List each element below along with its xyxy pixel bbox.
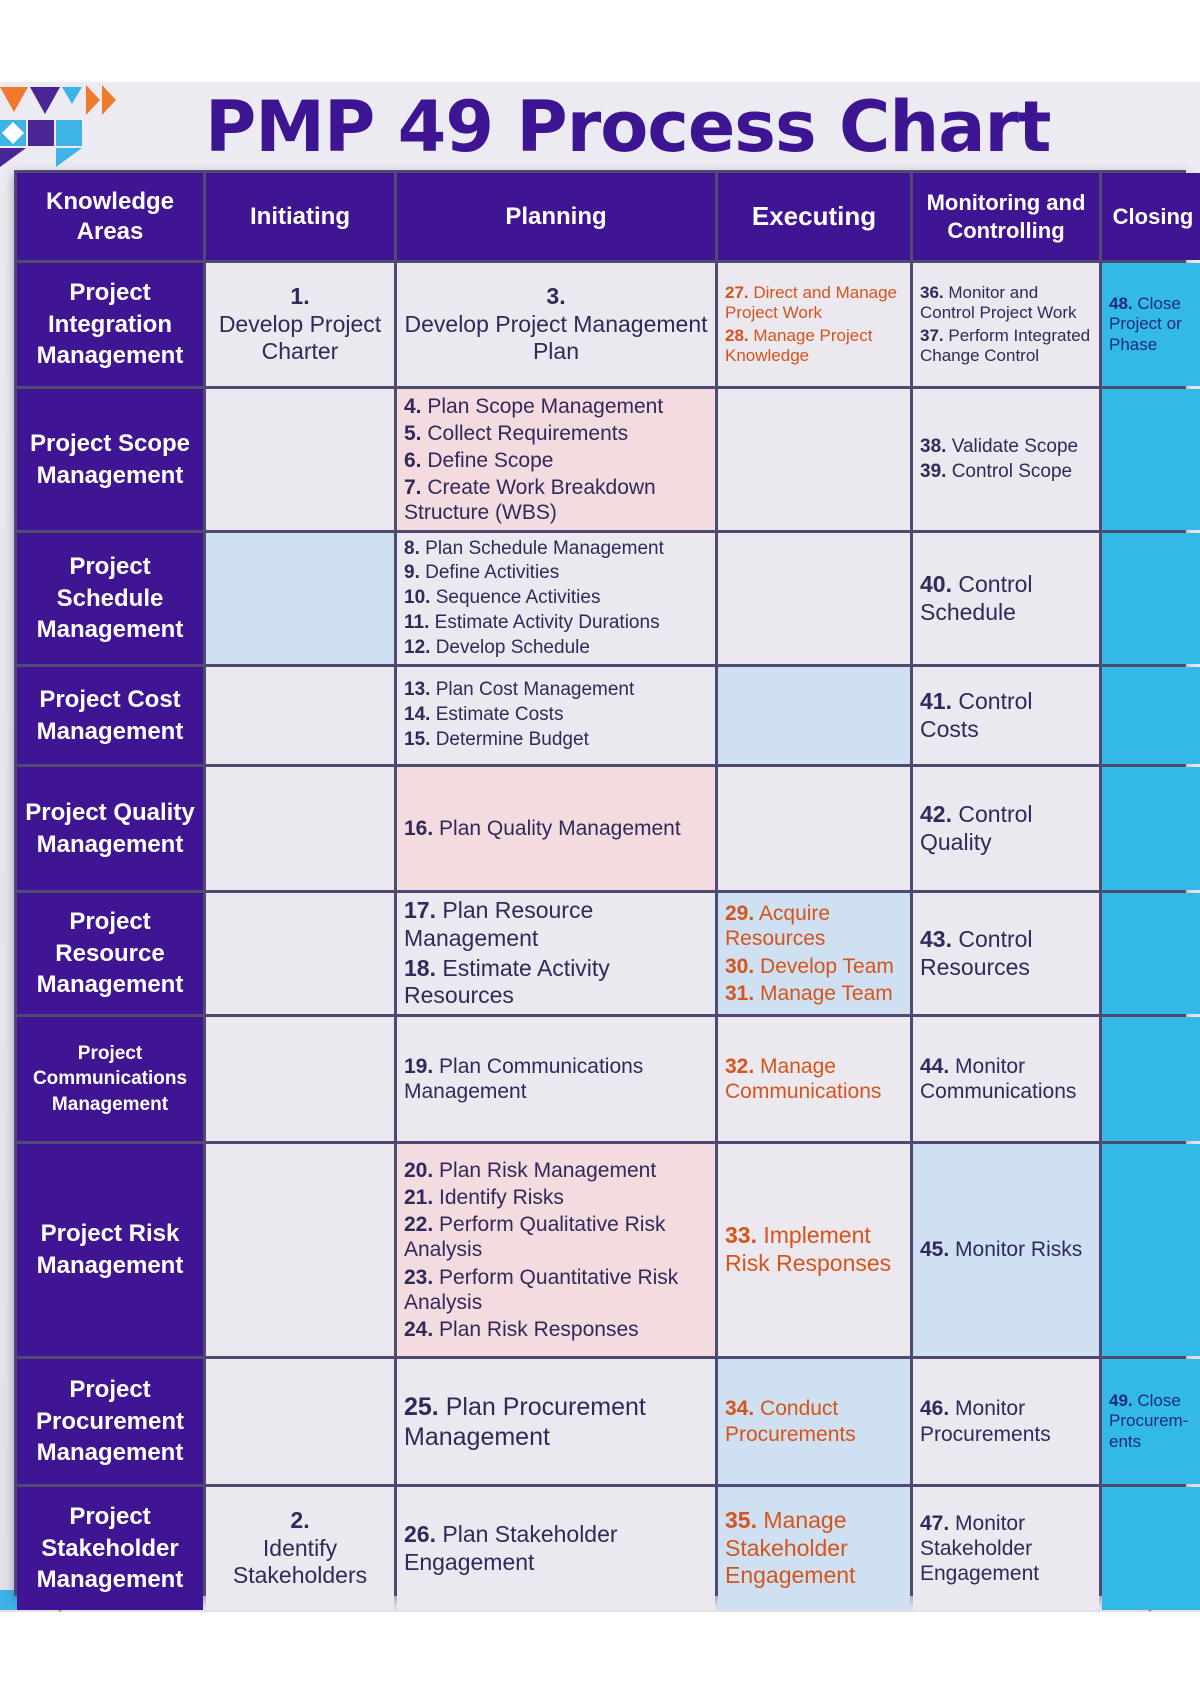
knowledge-area-integration: Project Integration Management <box>17 263 203 386</box>
process-item: 48. Close Project or Phase <box>1109 293 1182 354</box>
process-item: 16. Plan Quality Management <box>404 816 681 840</box>
process-item: 14. Estimate Costs <box>404 704 564 726</box>
executing-scope-empty <box>718 389 910 530</box>
blue-triangle-shape <box>62 87 82 104</box>
executing-integration <box>718 263 910 386</box>
orange-triangle-shape <box>0 87 28 112</box>
knowledge-area-communications: Project Communications Management <box>17 1017 203 1141</box>
initiating-scope-empty <box>206 389 394 530</box>
planning-procurement <box>397 1359 715 1484</box>
process-item: 25. Plan Procurement Management <box>404 1392 646 1451</box>
process-item: 5. Collect Requirements <box>404 421 629 445</box>
initiating-quality-empty <box>206 767 394 890</box>
monitoring-risk <box>913 1144 1099 1356</box>
process-item: 18. Estimate Activity Resources <box>404 954 610 1009</box>
closing-scope-empty <box>1102 389 1200 530</box>
blue-triangle-shape <box>56 148 82 167</box>
process-item: 13. Plan Cost Management <box>404 679 635 701</box>
process-item: 8. Plan Schedule Management <box>404 537 664 559</box>
process-item: 27. Direct and Manage Project Work <box>725 282 898 323</box>
process-item: 46. Monitor Procurements <box>920 1397 1051 1446</box>
monitoring-cost <box>913 667 1099 764</box>
process-item: 22. Perform Qualitative Risk Analysis <box>404 1213 666 1262</box>
executing-risk <box>718 1144 910 1356</box>
process-number: 3. <box>546 283 566 310</box>
planning-stakeholder <box>397 1487 715 1610</box>
process-item: 31. Manage Team <box>725 981 893 1005</box>
process-item: 49. Close Procurem-ents <box>1109 1390 1189 1451</box>
orange-chevron-shape <box>86 85 100 115</box>
process-item: 37. Perform Integrated Change Control <box>920 325 1091 365</box>
closing-quality-empty <box>1102 767 1200 890</box>
initiating-cost-empty <box>206 667 394 764</box>
planning-communications <box>397 1017 715 1141</box>
knowledge-area-risk: Project Risk Management <box>17 1144 203 1356</box>
process-item: 6. Define Scope <box>404 448 554 472</box>
monitoring-scope <box>913 389 1099 530</box>
closing-stakeholder-empty <box>1102 1487 1200 1610</box>
executing-stakeholder <box>718 1487 910 1610</box>
process-item: 47. Monitor Stakeholder Engagement <box>920 1511 1040 1586</box>
initiating-stakeholder <box>206 1487 394 1610</box>
column-header-monitoring-controlling: Monitoring and Controlling <box>913 173 1099 260</box>
knowledge-area-scope: Project Scope Management <box>17 389 203 530</box>
monitoring-communications <box>913 1017 1099 1141</box>
knowledge-area-schedule: Project Schedule Management <box>17 533 203 664</box>
process-item: 34. Conduct Procurements <box>725 1397 856 1446</box>
monitoring-quality <box>913 767 1099 890</box>
process-number: 1. <box>290 283 310 310</box>
process-item: 19. Plan Communications Management <box>404 1054 644 1103</box>
process-item: 4. Plan Scope Management <box>404 394 664 418</box>
column-header-knowledge-areas: Knowledge Areas <box>17 173 203 260</box>
process-item: 24. Plan Risk Responses <box>404 1317 639 1341</box>
closing-resource-empty <box>1102 893 1200 1014</box>
monitoring-schedule <box>913 533 1099 664</box>
executing-cost-empty <box>718 667 910 764</box>
planning-integration <box>397 263 715 386</box>
process-item: 39. Control Scope <box>920 460 1073 482</box>
process-item: 44. Monitor Communications <box>920 1054 1077 1103</box>
process-item: 20. Plan Risk Management <box>404 1158 657 1182</box>
column-header-executing: Executing <box>718 173 910 260</box>
process-item: 9. Define Activities <box>404 562 560 584</box>
closing-procurement <box>1102 1359 1200 1484</box>
initiating-integration <box>206 263 394 386</box>
planning-risk <box>397 1144 715 1356</box>
process-item: 35. Manage Stakeholder Engagement <box>725 1507 856 1589</box>
process-item: 29. Acquire Resources <box>725 902 831 951</box>
process-item: 26. Plan Stakeholder Engagement <box>404 1520 618 1575</box>
knowledge-area-quality: Project Quality Management <box>17 767 203 890</box>
knowledge-area-stakeholder: Project Stakeholder Management <box>17 1487 203 1610</box>
closing-integration <box>1102 263 1200 386</box>
closing-schedule-empty <box>1102 533 1200 664</box>
process-item: 41. Control Costs <box>920 687 1033 742</box>
purple-square-shape <box>28 120 54 146</box>
initiating-risk-empty <box>206 1144 394 1356</box>
executing-procurement <box>718 1359 910 1484</box>
process-item: 36. Monitor and Control Project Work <box>920 282 1077 323</box>
process-chart-table <box>14 170 1194 1596</box>
process-item: 45. Monitor Risks <box>920 1238 1083 1262</box>
process-name: Develop Project Management Plan <box>404 310 708 365</box>
column-header-closing: Closing <box>1102 173 1200 260</box>
knowledge-area-resource: Project Resource Management <box>17 893 203 1014</box>
column-header-planning: Planning <box>397 173 715 260</box>
purple-triangle-shape <box>0 148 26 167</box>
closing-cost-empty <box>1102 667 1200 764</box>
process-item: 11. Estimate Activity Durations <box>404 611 660 633</box>
column-header-initiating: Initiating <box>206 173 394 260</box>
executing-schedule-empty <box>718 533 910 664</box>
process-item: 7. Create Work Breakdown Structure (WBS) <box>404 476 656 525</box>
monitoring-procurement <box>913 1359 1099 1484</box>
knowledge-area-procurement: Project Procurement Management <box>17 1359 203 1484</box>
executing-communications <box>718 1017 910 1141</box>
initiating-communications-empty <box>206 1017 394 1141</box>
knowledge-area-cost: Project Cost Management <box>17 667 203 764</box>
process-item: 40. Control Schedule <box>920 570 1033 625</box>
decorative-shapes-top-left <box>0 82 130 167</box>
closing-risk-empty <box>1102 1144 1200 1356</box>
process-item: 38. Validate Scope <box>920 435 1079 457</box>
process-item: 10. Sequence Activities <box>404 587 601 609</box>
process-item: 21. Identify Risks <box>404 1186 564 1210</box>
process-item: 12. Develop Schedule <box>404 636 590 658</box>
process-item: 30. Develop Team <box>725 954 894 978</box>
process-item: 23. Perform Quantitative Risk Analysis <box>404 1265 679 1314</box>
process-item: 42. Control Quality <box>920 800 1033 855</box>
planning-scope <box>397 389 715 530</box>
process-name: Develop Project Charter <box>218 310 382 365</box>
blue-square-shape <box>56 120 82 146</box>
initiating-resource-empty <box>206 893 394 1014</box>
planning-resource <box>397 893 715 1014</box>
purple-triangle-shape <box>30 87 60 114</box>
planning-schedule <box>397 533 715 664</box>
planning-quality <box>397 767 715 890</box>
process-name: Identify Stakeholders <box>232 1534 368 1589</box>
planning-cost <box>397 667 715 764</box>
monitoring-resource <box>913 893 1099 1014</box>
initiating-procurement-empty <box>206 1359 394 1484</box>
executing-resource <box>718 893 910 1014</box>
monitoring-integration <box>913 263 1099 386</box>
executing-quality-empty <box>718 767 910 890</box>
process-item: 33. Implement Risk Responses <box>725 1222 892 1276</box>
process-item: 28. Manage Project Knowledge <box>725 325 873 365</box>
monitoring-stakeholder <box>913 1487 1099 1610</box>
initiating-schedule-empty <box>206 533 394 664</box>
page-title: PMP 49 Process Chart <box>205 86 1051 168</box>
process-item: 32. Manage Communications <box>725 1054 882 1103</box>
orange-chevron-shape <box>102 85 116 115</box>
process-item: 43. Control Resources <box>920 925 1033 980</box>
process-item: 15. Determine Budget <box>404 728 589 750</box>
process-item: 17. Plan Resource Management <box>404 897 594 951</box>
process-number: 2. <box>290 1507 310 1534</box>
closing-communications-empty <box>1102 1017 1200 1141</box>
